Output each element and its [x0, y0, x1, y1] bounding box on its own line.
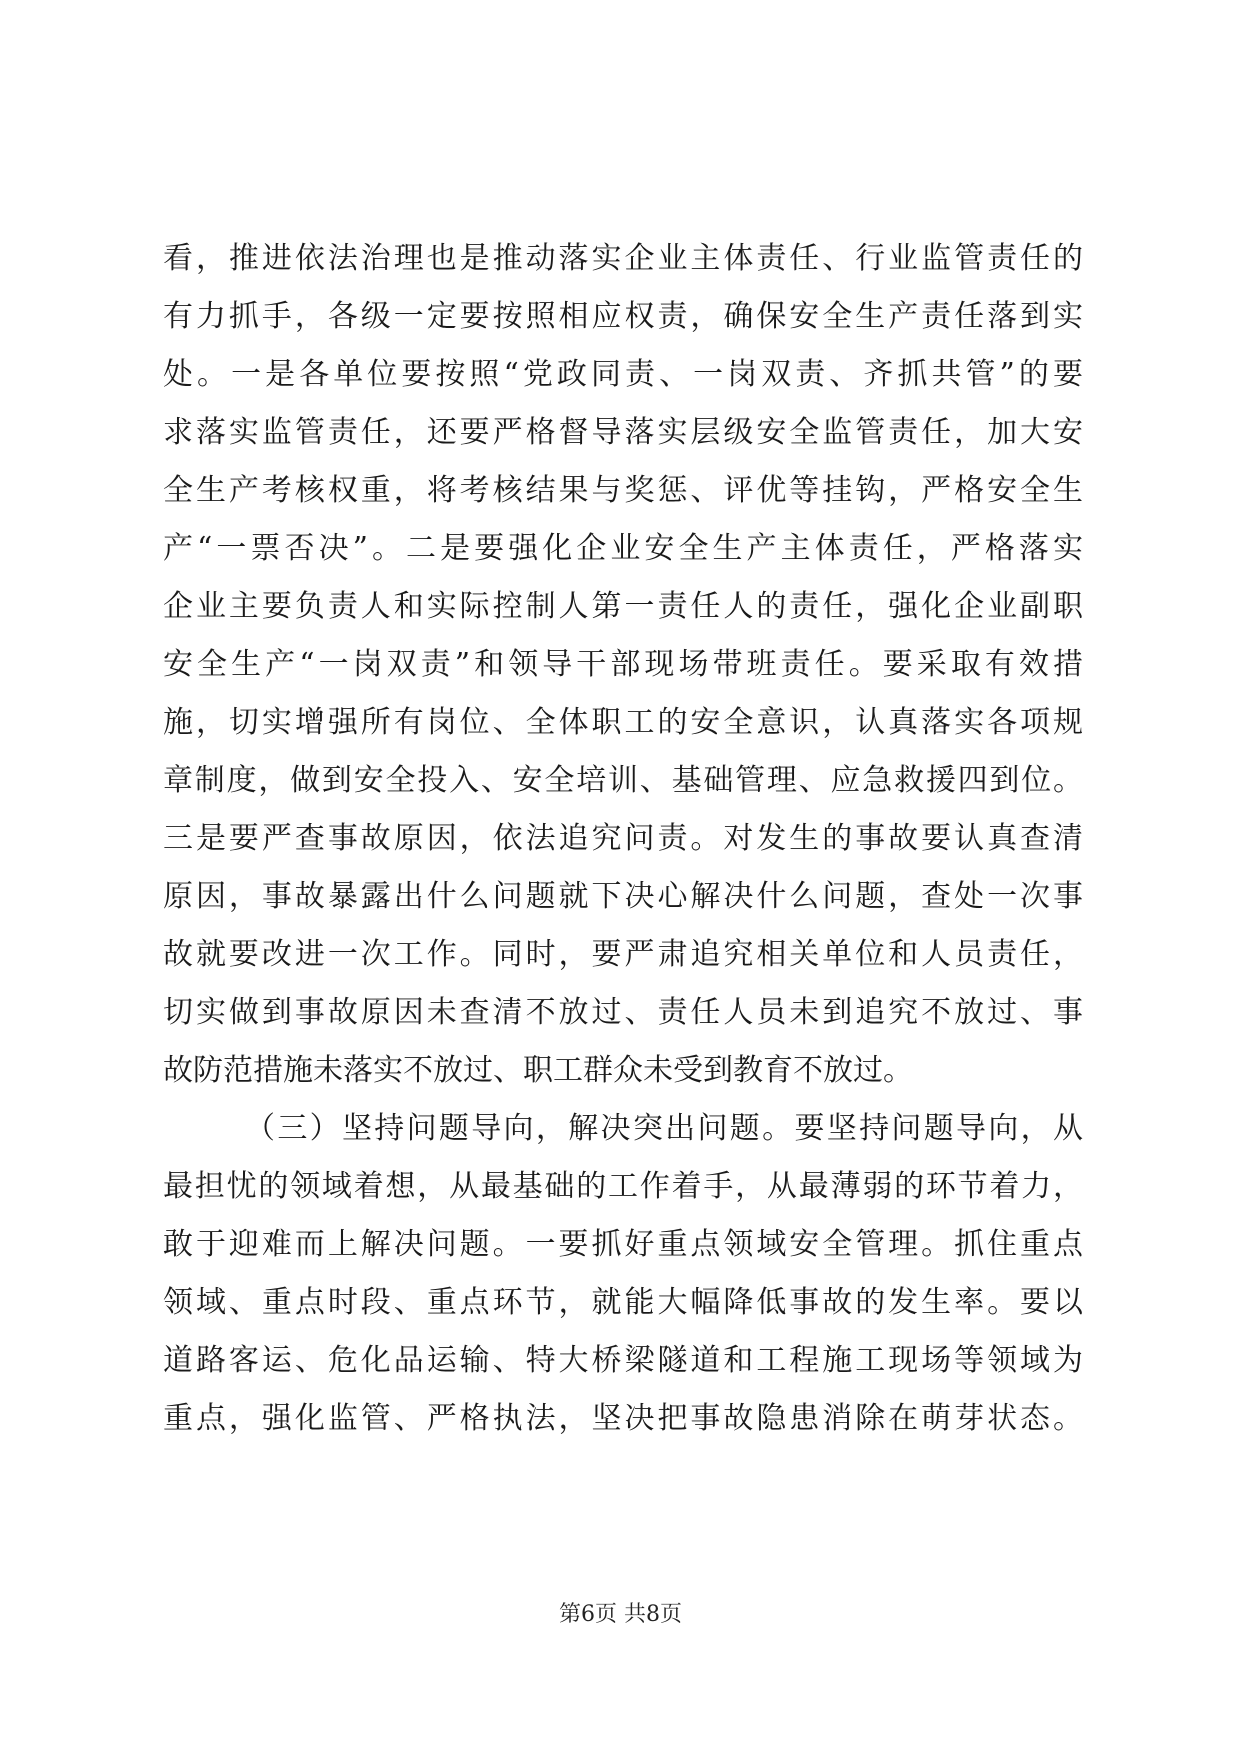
- text-line: 看，推进依法治理也是推动落实企业主体责任、行业监管责任的: [163, 241, 1083, 276]
- text-line: 处。一是各单位要按照“党政同责、一岗双责、齐抓共管”的要: [163, 357, 1083, 392]
- text-line: 重点，强化监管、严格执法，坚决把事故隐患消除在萌芽状态。: [163, 1401, 1083, 1436]
- text-line: 道路客运、危化品运输、特大桥梁隧道和工程施工现场等领域为: [163, 1343, 1083, 1378]
- text-line: 切实做到事故原因未查清不放过、责任人员未到追究不放过、事: [163, 995, 1083, 1030]
- text-line: 有力抓手，各级一定要按照相应权责，确保安全生产责任落到实: [163, 299, 1083, 334]
- text-line: 原因，事故暴露出什么问题就下决心解决什么问题，查处一次事: [163, 879, 1083, 914]
- text-line: 故就要改进一次工作。同时，要严肃追究相关单位和人员责任，: [163, 937, 1083, 972]
- text-line: 领域、重点时段、重点环节，就能大幅降低事故的发生率。要以: [163, 1285, 1083, 1320]
- text-line: 求落实监管责任，还要严格督导落实层级安全监管责任，加大安: [163, 415, 1083, 450]
- text-line: 章制度，做到安全投入、安全培训、基础管理、应急救援四到位。: [163, 763, 1083, 798]
- text-line: 三是要严查事故原因，依法追究问责。对发生的事故要认真查清: [163, 821, 1083, 856]
- paragraph-heading-line: （三）坚持问题导向，解决突出问题。要坚持问题导向，从: [245, 1111, 1083, 1146]
- text-line: 安全生产“一岗双责”和领导干部现场带班责任。要采取有效措: [163, 647, 1083, 682]
- text-line: 施，切实增强所有岗位、全体职工的安全意识，认真落实各项规: [163, 705, 1083, 740]
- text-line: 故防范措施未落实不放过、职工群众未受到教育不放过。: [163, 1053, 913, 1088]
- text-line: 企业主要负责人和实际控制人第一责任人的责任，强化企业副职: [163, 589, 1083, 624]
- page-number-footer: 第6页 共8页: [559, 1602, 682, 1627]
- text-line: 敢于迎难而上解决问题。一要抓好重点领域安全管理。抓住重点: [163, 1227, 1083, 1262]
- text-line: 产“一票否决”。二是要强化企业安全生产主体责任，严格落实: [163, 531, 1083, 566]
- text-line: 全生产考核权重，将考核结果与奖惩、评优等挂钩，严格安全生: [163, 473, 1083, 508]
- text-line: 最担忧的领域着想，从最基础的工作着手，从最薄弱的环节着力，: [163, 1169, 1083, 1204]
